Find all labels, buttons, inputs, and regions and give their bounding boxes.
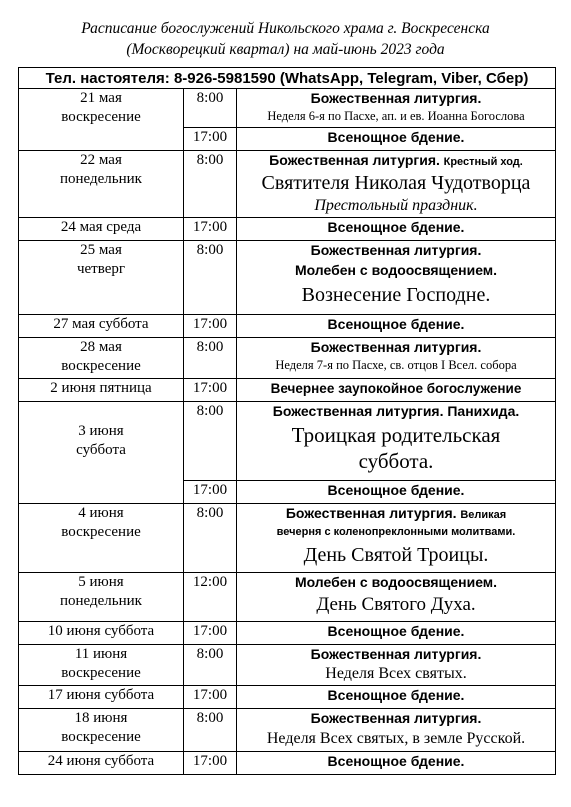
time-cell: 17:00 [184,315,237,338]
time-cell: 17:00 [184,128,237,151]
time-cell: 8:00 [184,645,237,686]
date-cell: 24 июня суббота [19,752,184,775]
date-cell [19,573,184,622]
date-cell [19,151,184,218]
date-day: 25 мая [80,242,122,258]
service-extra: Великая [460,509,507,521]
date-cell: 17 июня суббота [19,686,184,709]
date-weekday: понедельник [60,593,142,609]
date-cell [19,709,184,752]
date-cell [19,645,184,686]
service-cell [237,151,556,218]
service-cell [237,218,556,241]
service-title: Молебен с водоосвящением. [294,574,498,590]
feast-name-line-1: Троицкая родительская [291,423,501,447]
time-cell: 8:00 [184,504,237,573]
date-cell: 10 июня суббота [19,622,184,645]
service-title: Вечернее заупокойное богослужение [270,381,522,396]
date-cell [19,402,184,504]
time-cell: 12:00 [184,573,237,622]
date-cell [19,241,184,315]
service-cell [237,504,556,573]
table-row [19,151,556,218]
time-cell: 17:00 [184,752,237,775]
contact-phone: Тел. настоятеля: 8-926-5981590 (WhatsApp, Telegram, Viber, Сбер) [19,68,556,89]
service-title: Божественная литургия. [310,90,482,106]
service-cell [237,645,556,686]
table-row [19,89,556,128]
table-row [19,686,556,709]
table-row [19,622,556,645]
time-cell: 8:00 [184,241,237,315]
date-day: 4 июня [78,505,124,521]
service-cell [237,709,556,752]
time-cell: 17:00 [184,686,237,709]
date-weekday: воскресение [61,665,141,681]
date-cell: 27 мая суббота [19,315,184,338]
contact-row [19,68,556,89]
service-cell [237,315,556,338]
date-day: 21 мая [80,90,122,106]
time-cell: 8:00 [184,709,237,752]
schedule-table [18,67,556,775]
feast-note: Престольный праздник. [314,197,478,214]
service-title: Божественная литургия. [269,152,440,168]
service-cell [237,128,556,151]
service-title: Всенощное бдение. [327,129,465,145]
time-cell: 17:00 [184,379,237,402]
service-cell [237,481,556,504]
feast-name-line-2: суббота. [358,449,434,473]
date-cell: 24 мая среда [19,218,184,241]
table-row [19,573,556,622]
service-title: Божественная литургия. [310,646,482,662]
table-row [19,504,556,573]
service-title: Божественная литургия. [310,339,482,355]
time-cell: 17:00 [184,218,237,241]
date-weekday: воскресение [61,358,141,374]
service-cell [237,752,556,775]
service-cell [237,379,556,402]
feast-name: Вознесение Господне. [301,284,491,306]
date-cell [19,89,184,151]
time-cell: 17:00 [184,481,237,504]
service-note: Неделя Всех святых. [325,665,467,682]
table-row [19,645,556,686]
feast-name: День Святой Троицы. [303,544,489,566]
service-title: Всенощное бдение. [327,316,465,332]
date-cell: 2 июня пятница [19,379,184,402]
service-title: Всенощное бдение. [327,482,465,498]
feast-name: Святителя Николая Чудотворца [261,172,531,194]
service-title: Всенощное бдение. [327,753,465,769]
service-note: Неделя Всех святых, в земле Русской. [266,730,526,747]
table-row [19,218,556,241]
table-row [19,402,556,481]
service-title: Всенощное бдение. [327,219,465,235]
table-row [19,241,556,315]
service-title: Божественная литургия. [310,242,482,258]
table-row [19,379,556,402]
time-cell: 8:00 [184,338,237,379]
date-cell [19,504,184,573]
date-weekday: понедельник [60,171,142,187]
service-cell [237,402,556,481]
date-day: 11 июня [74,646,128,662]
service-note: Неделя 7-я по Пасхе, св. отцов I Всел. собора [275,358,517,372]
date-day: 5 июня [78,574,124,590]
title-line-1: Расписание богослужений Никольского храма г. Воскресенска [81,20,490,37]
service-title: Божественная литургия. Панихида. [272,403,520,419]
service-extra-2: вечерня с коленопреклонными молитвами. [276,526,516,538]
table-row [19,338,556,379]
service-cell [237,338,556,379]
table-row [19,709,556,752]
service-extra: Крестный ход. [443,156,523,168]
feast-name: День Святого Духа. [316,594,476,615]
date-day: 22 мая [80,152,122,168]
date-day: 28 мая [80,339,122,355]
service-cell [237,241,556,315]
service-title: Божественная литургия. [310,710,482,726]
date-weekday: воскресение [61,729,141,745]
time-cell: 17:00 [184,622,237,645]
date-cell [19,338,184,379]
table-row [19,752,556,775]
service-cell [237,573,556,622]
time-cell: 8:00 [184,89,237,128]
service-cell [237,89,556,128]
date-weekday: суббота [76,442,126,458]
date-weekday: воскресение [61,109,141,125]
table-row [19,315,556,338]
date-day: 18 июня [74,710,128,726]
time-cell: 8:00 [184,402,237,481]
service-title: Всенощное бдение. [327,687,465,703]
time-cell: 8:00 [184,151,237,218]
service-title: Всенощное бдение. [327,623,465,639]
service-cell [237,686,556,709]
title-line-2: (Москворецкий квартал) на май-июнь 2023 года [126,41,445,58]
service-note: Неделя 6-я по Пасхе, ап. и ев. Иоанна Богослова [267,109,525,123]
schedule-title [0,18,571,60]
service-title: Божественная литургия. [285,505,457,521]
service-cell [237,622,556,645]
date-weekday: воскресение [61,524,141,540]
date-weekday: четверг [76,261,126,277]
date-day: 3 июня [78,423,124,439]
service-title-2: Молебен с водоосвящением. [294,262,498,278]
